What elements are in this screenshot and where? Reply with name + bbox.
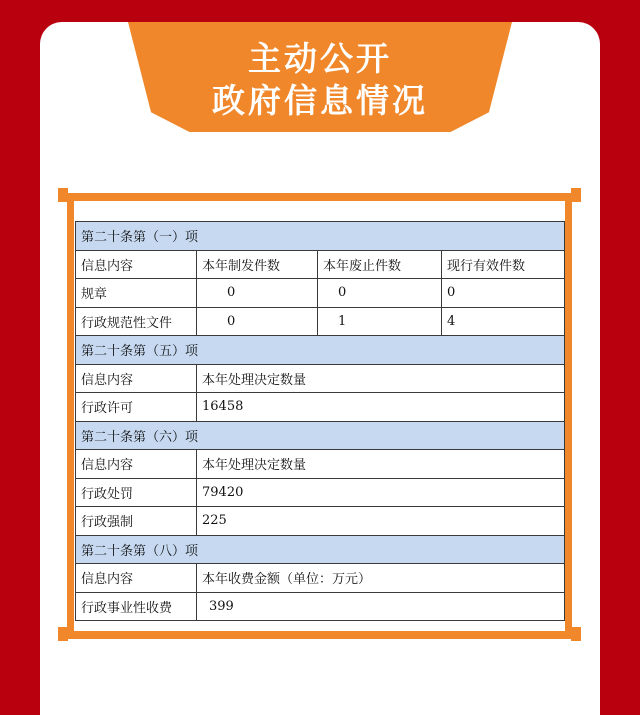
table-header-row bbox=[76, 364, 565, 393]
row-label: 行政规范性文件 bbox=[76, 307, 197, 336]
row-label: 行政强制 bbox=[76, 507, 197, 536]
cell-value: 1 bbox=[318, 307, 442, 336]
table-row bbox=[76, 507, 565, 536]
cell-value: 0 bbox=[197, 307, 318, 336]
table-row bbox=[76, 307, 565, 336]
column-header: 信息内容 bbox=[76, 450, 197, 479]
column-header: 本年废止件数 bbox=[318, 250, 442, 279]
frame-corner bbox=[571, 188, 581, 202]
frame-right-bar bbox=[565, 193, 572, 639]
banner-title-line2: 政府信息情况 bbox=[212, 81, 428, 120]
cell-value: 399 bbox=[197, 592, 565, 621]
cell-value: 16458 bbox=[197, 393, 565, 422]
cell-value: 225 bbox=[197, 507, 565, 536]
table-header-row bbox=[76, 564, 565, 593]
section-title: 第二十条第（八）项 bbox=[76, 535, 565, 564]
column-header: 信息内容 bbox=[76, 250, 197, 279]
column-header: 信息内容 bbox=[76, 564, 197, 593]
table-row bbox=[76, 279, 565, 308]
section-title: 第二十条第（五）项 bbox=[76, 336, 565, 365]
frame-corner bbox=[58, 627, 68, 641]
table-row bbox=[76, 393, 565, 422]
section-header-row bbox=[76, 421, 565, 450]
column-header: 现行有效件数 bbox=[442, 250, 565, 279]
banner-title-line1: 主动公开 bbox=[248, 39, 392, 78]
cell-value: 0 bbox=[318, 279, 442, 308]
cell-value: 0 bbox=[442, 279, 565, 308]
section-title: 第二十条第（一）项 bbox=[76, 222, 565, 251]
column-header: 本年制发件数 bbox=[197, 250, 318, 279]
section-header-row bbox=[76, 336, 565, 365]
column-header: 信息内容 bbox=[76, 364, 197, 393]
section-title: 第二十条第（六）项 bbox=[76, 421, 565, 450]
frame-bottom-bar bbox=[60, 631, 579, 639]
frame-top-bar bbox=[60, 193, 579, 201]
row-label: 行政许可 bbox=[76, 393, 197, 422]
frame-corner bbox=[571, 627, 581, 641]
section-header-row bbox=[76, 222, 565, 251]
table-row bbox=[76, 592, 565, 621]
section-header-row bbox=[76, 535, 565, 564]
frame-left-bar bbox=[67, 193, 74, 639]
row-label: 规章 bbox=[76, 279, 197, 308]
table-header-row bbox=[76, 250, 565, 279]
row-label: 行政处罚 bbox=[76, 478, 197, 507]
column-header: 本年处理决定数量 bbox=[197, 450, 565, 479]
cell-value: 4 bbox=[442, 307, 565, 336]
cell-value: 0 bbox=[197, 279, 318, 308]
column-header: 本年收费金额（单位：万元） bbox=[197, 564, 565, 593]
row-label: 行政事业性收费 bbox=[76, 592, 197, 621]
table-header-row bbox=[76, 450, 565, 479]
cell-value: 79420 bbox=[197, 478, 565, 507]
column-header: 本年处理决定数量 bbox=[197, 364, 565, 393]
disclosure-table bbox=[75, 221, 565, 621]
frame-corner bbox=[58, 188, 68, 202]
table-row bbox=[76, 478, 565, 507]
